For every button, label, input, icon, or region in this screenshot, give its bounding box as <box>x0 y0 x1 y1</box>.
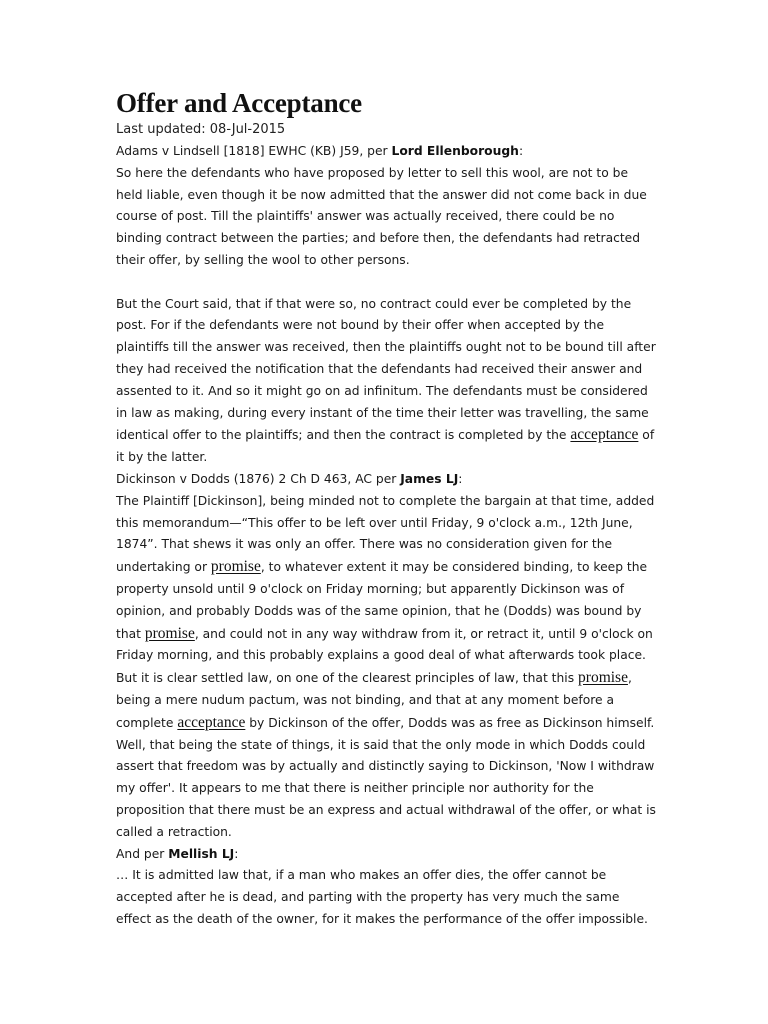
last-updated: Last updated: 08-Jul-2015 <box>116 122 286 137</box>
quote-text: , to whatever extent it may be considered binding, to keep the property unsold until 9 o'clock on Friday morning; but apparently Dickinson was of opinion, and probably Dodds was of the same opinion, that he (Dodds) was bound by that <box>116 560 648 641</box>
case-citation-dickinson <box>116 469 656 491</box>
quote-text: of it by the latter. <box>116 428 655 465</box>
judge-name: Mellish LJ <box>168 846 235 861</box>
quote-text: , and could not in any way withdraw from it, or retract it, until 9 o'clock on Friday morning, and this probably explains a good deal of what afterwards took place. But it is clear settled law, on one of the clearest principles of law, that this <box>116 626 653 686</box>
citation-colon: : <box>518 144 524 158</box>
case-citation-adams <box>116 141 656 163</box>
quote-text: But the Court said, that if that were so, no contract could ever be completed by the post. For if the defendants were not bound by their offer when accepted by the plaintiffs till the answer was received, then the plaintiffs ought not to be bound till after they had received the notification that the defendants had received their answer and assented to it. And so it might go on ad infinitum. The defendants must be considered in law as making, during every instant of the time their letter was travelling, the same identical offer to the plaintiffs; and then the contract is completed by the <box>116 296 656 443</box>
judge-name: Lord Ellenborough <box>391 144 519 158</box>
term-link-promise[interactable]: promise <box>210 558 261 576</box>
term-link-promise[interactable]: promise <box>144 624 195 642</box>
quote-paragraph: So here the defendants who have proposed by letter to sell this wool, are not to be held liable, even though it be now admitted that the answer did not come back in due course of post. Till the plaintiffs' answer was actually received, there could be no binding contract between the parties; and before then, the defendants had retracted their offer, by selling the wool to other persons. <box>116 165 647 267</box>
term-link-acceptance[interactable]: acceptance <box>570 426 639 444</box>
judge-name: James LJ <box>400 471 459 486</box>
citation-text: And per <box>116 846 169 861</box>
citation-colon: : <box>458 471 463 486</box>
paragraph-spacer <box>116 272 656 294</box>
quote-text: by Dickinson of the offer, Dodds was as free as Dickinson himself. Well, that being the state of things, it is said that the only mode in which Dodds could assert that freedom was by actually and distinctly saying to Dickinson, 'Now I withdraw my offer'. It appears to me that there is neither principle nor authority for the proposition that there must be an express and actual withdrawal of the offer, or what is called a retraction. <box>116 715 656 839</box>
citation-text: Adams v Lindsell [1818] EWHC (KB) J59, per <box>116 144 392 158</box>
term-link-acceptance[interactable]: acceptance <box>177 713 246 731</box>
citation-colon: : <box>234 846 239 861</box>
case-citation-mellish <box>116 844 656 866</box>
document-page <box>116 86 656 931</box>
quote-text: The Plaintiff [Dickinson], being minded not to complete the bargain at that time, added this memorandum—“This offer to be left over until Friday, 9 o'clock a.m., 12th June, 1874”. That shews it was only an offer. There was no consideration given for the undertaking or <box>116 493 655 575</box>
page-title: Offer and Acceptance <box>116 88 362 118</box>
quote-text: , being a mere nudum pactum, was not binding, and that at any moment before a complete <box>116 671 632 730</box>
quote-paragraph: … It is admitted law that, if a man who makes an offer dies, the offer cannot be accepted after he is dead, and parting with the property has very much the same effect as the death of the owner, for it makes the performance of the offer impossible. <box>116 868 648 926</box>
term-link-promise[interactable]: promise <box>578 669 628 687</box>
citation-text: Dickinson v Dodds (1876) 2 Ch D 463, AC per <box>116 471 401 486</box>
quote-paragraph <box>116 294 656 469</box>
quote-paragraph <box>116 491 656 844</box>
